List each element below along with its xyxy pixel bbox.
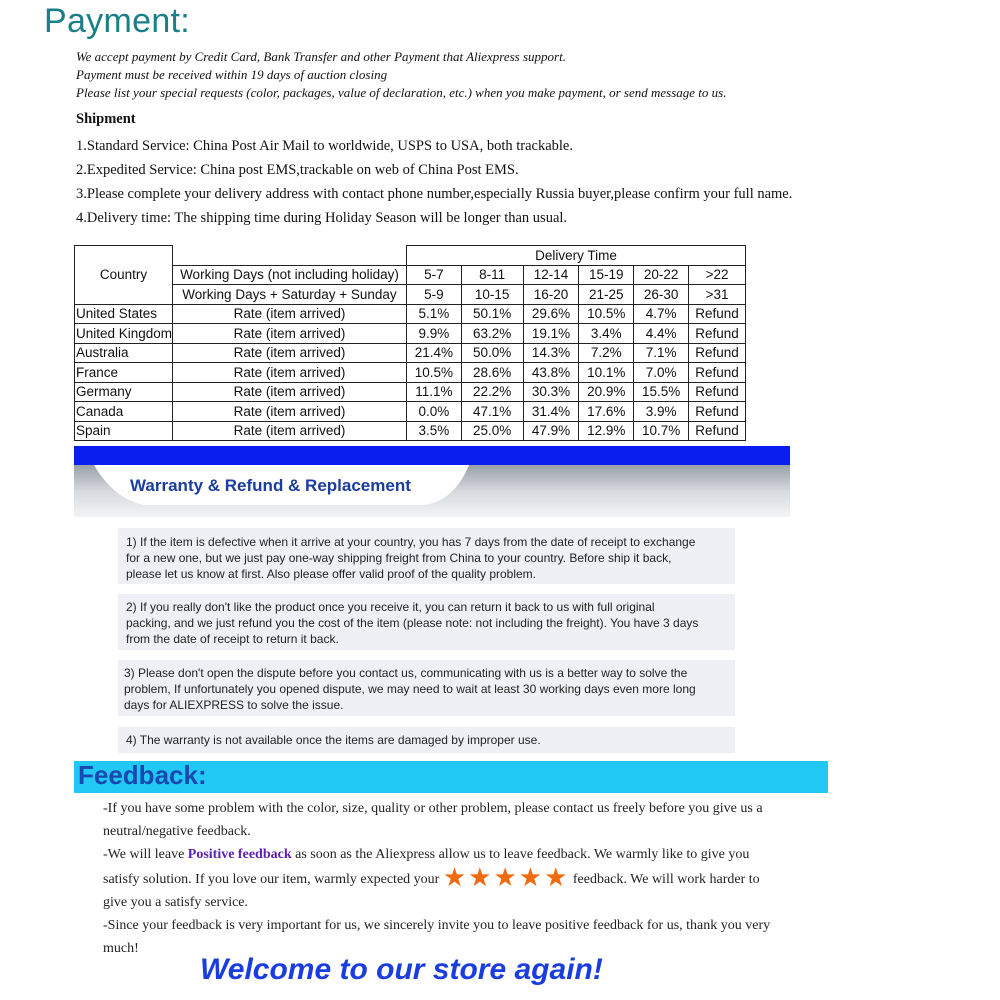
rate-value-cell: 50.0%	[461, 343, 523, 363]
range-cell: 8-11	[461, 265, 523, 285]
rate-value-cell: 21.4%	[406, 343, 461, 363]
rate-value-cell: 29.6%	[523, 304, 579, 324]
rate-value-cell: 10.5%	[579, 304, 634, 324]
rate-value-cell: 7.0%	[634, 363, 689, 383]
rate-value-cell: 4.7%	[634, 304, 689, 324]
star-rating-icons: ★★★★★	[442, 863, 570, 892]
country-cell: Australia	[75, 343, 173, 363]
shipment-line: 1.Standard Service: China Post Air Mail to worldwide, USPS to USA, both trackable.	[76, 138, 573, 154]
rate-value-cell: 22.2%	[461, 382, 523, 402]
shipment-line: 4.Delivery time: The shipping time during Holiday Season will be longer than usual.	[76, 210, 568, 226]
country-cell: United States	[75, 304, 173, 324]
rate-value-cell: 15.5%	[634, 382, 689, 402]
warranty-line: 4) The warranty is not available once the items are damaged by improper use.	[126, 733, 541, 747]
rate-label-cell: Rate (item arrived)	[173, 382, 407, 402]
rate-value-cell: 12.9%	[579, 421, 634, 441]
feedback-line: much!	[103, 941, 139, 956]
table-row	[75, 343, 746, 363]
warranty-line: from the date of receipt to return it back.	[126, 632, 339, 646]
table-row	[75, 304, 746, 324]
table-row	[75, 421, 746, 441]
payment-line: We accept payment by Credit Card, Bank Transfer and other Payment that Aliexpress support.	[76, 49, 566, 64]
rate-value-cell: Refund	[689, 324, 746, 344]
rate-value-cell: 63.2%	[461, 324, 523, 344]
feedback-text	[103, 797, 770, 960]
warranty-item-1	[118, 528, 735, 584]
delivery-time-table	[74, 245, 746, 441]
rate-value-cell: Refund	[689, 402, 746, 422]
payment-title: Payment:	[44, 2, 191, 40]
feedback-text-span: as soon as the Aliexpress allow us to leave feedback. We warmly like to give you	[291, 847, 750, 862]
rate-value-cell: 10.7%	[634, 421, 689, 441]
country-header: Country	[75, 246, 173, 305]
range-cell: 15-19	[579, 265, 634, 285]
range-cell: >31	[689, 285, 746, 305]
range-cell: 21-25	[579, 285, 634, 305]
rate-value-cell: 7.1%	[634, 343, 689, 363]
rate-value-cell: 5.1%	[406, 304, 461, 324]
rate-value-cell: 3.9%	[634, 402, 689, 422]
rate-value-cell: 0.0%	[406, 402, 461, 422]
range-cell: 5-9	[406, 285, 461, 305]
working-days-weekend-label: Working Days + Saturday + Sunday	[173, 285, 407, 305]
blank-header-cell	[173, 246, 407, 266]
delivery-time-header: Delivery Time	[406, 246, 745, 266]
shipment-list	[76, 134, 792, 230]
rate-label-cell: Rate (item arrived)	[173, 304, 407, 324]
shipment-heading: Shipment	[76, 111, 136, 127]
country-cell: Germany	[75, 382, 173, 402]
warranty-line: packing, and we just refund you the cost of the item (please note: not including the freight). You have 3 days	[126, 616, 699, 630]
shipment-line: 3.Please complete your delivery address with contact phone number,especially Russia buyer,please confirm your full name.	[76, 186, 793, 202]
rate-value-cell: 3.5%	[406, 421, 461, 441]
warranty-line: 2) If you really don't like the product once you receive it, you can return it back to us with full original	[126, 600, 655, 614]
rate-value-cell: 3.4%	[579, 324, 634, 344]
rate-label-cell: Rate (item arrived)	[173, 343, 407, 363]
rate-value-cell: Refund	[689, 304, 746, 324]
feedback-line	[103, 843, 770, 866]
range-cell: 20-22	[634, 265, 689, 285]
warranty-line: for a new one, but we just pay one-way shipping freight from China to your country. Before ship it back,	[126, 551, 672, 565]
shipment-line: 2.Expedited Service: China post EMS,trackable on web of China Post EMS.	[76, 162, 519, 178]
rate-value-cell: 28.6%	[461, 363, 523, 383]
rate-value-cell: 30.3%	[523, 382, 579, 402]
country-cell: Canada	[75, 402, 173, 422]
feedback-line: neutral/negative feedback.	[103, 824, 251, 839]
warranty-line: please let us know at first. Also please offer valid proof of the quality problem.	[126, 567, 537, 581]
rate-value-cell: 20.9%	[579, 382, 634, 402]
positive-feedback-highlight: Positive feedback	[187, 847, 292, 862]
country-cell: France	[75, 363, 173, 383]
feedback-text-span: -We will leave	[103, 847, 188, 862]
range-cell: 10-15	[461, 285, 523, 305]
feedback-title: Feedback:	[78, 760, 207, 790]
rate-value-cell: 9.9%	[406, 324, 461, 344]
feedback-line	[103, 863, 770, 892]
rate-value-cell: 43.8%	[523, 363, 579, 383]
rate-value-cell: 7.2%	[579, 343, 634, 363]
table-row	[75, 402, 746, 422]
warranty-item-4	[118, 727, 735, 753]
warranty-line: days for ALIEXPRESS to solve the issue.	[124, 698, 344, 712]
feedback-line: -Since your feedback is very important for us, we sincerely invite you to leave positive feedback for us, thank you very	[103, 918, 771, 933]
range-cell: 16-20	[523, 285, 579, 305]
warranty-line: problem, If unfortunately you opened dispute, we may need to wait at least 30 working days even more long	[124, 682, 696, 696]
table-row	[75, 324, 746, 344]
range-cell: 5-7	[406, 265, 461, 285]
rate-value-cell: 25.0%	[461, 421, 523, 441]
feedback-text-span: feedback. We will work harder to	[569, 872, 760, 887]
rate-value-cell: Refund	[689, 382, 746, 402]
warranty-title: Warranty & Refund & Replacement	[130, 476, 411, 495]
range-cell: >22	[689, 265, 746, 285]
rate-value-cell: 19.1%	[523, 324, 579, 344]
rate-value-cell: 14.3%	[523, 343, 579, 363]
rate-label-cell: Rate (item arrived)	[173, 421, 407, 441]
table-row	[75, 382, 746, 402]
range-cell: 12-14	[523, 265, 579, 285]
rate-value-cell: 10.5%	[406, 363, 461, 383]
warranty-item-3	[118, 660, 735, 716]
rate-value-cell: 47.9%	[523, 421, 579, 441]
rate-label-cell: Rate (item arrived)	[173, 324, 407, 344]
blue-divider-bar	[74, 446, 790, 465]
warranty-item-2	[118, 594, 735, 650]
rate-value-cell: 47.1%	[461, 402, 523, 422]
rate-value-cell: 17.6%	[579, 402, 634, 422]
rate-label-cell: Rate (item arrived)	[173, 402, 407, 422]
rate-value-cell: Refund	[689, 421, 746, 441]
working-days-label: Working Days (not including holiday)	[173, 265, 407, 285]
welcome-message: Welcome to our store again!	[200, 953, 603, 986]
feedback-line: -If you have some problem with the color, size, quality or other problem, please contact us freely before you give us a	[103, 801, 763, 816]
payment-line: Please list your special requests (color, packages, value of declaration, etc.) when you make payment, or send message to us.	[76, 85, 727, 100]
rate-value-cell: 50.1%	[461, 304, 523, 324]
rate-value-cell: Refund	[689, 343, 746, 363]
rate-value-cell: 4.4%	[634, 324, 689, 344]
country-cell: Spain	[75, 421, 173, 441]
rate-value-cell: 11.1%	[406, 382, 461, 402]
range-cell: 26-30	[634, 285, 689, 305]
warranty-line: 1) If the item is defective when it arrive at your country, you has 7 days from the date of receipt to exchange	[126, 535, 696, 549]
rate-label-cell: Rate (item arrived)	[173, 363, 407, 383]
rate-value-cell: 10.1%	[579, 363, 634, 383]
table-row	[75, 363, 746, 383]
feedback-line: give you a satisfy service.	[103, 895, 249, 910]
feedback-text-span: satisfy solution. If you love our item, warmly expected your	[103, 872, 443, 887]
rate-value-cell: Refund	[689, 363, 746, 383]
payment-text	[76, 48, 726, 102]
warranty-line: 3) Please don't open the dispute before you contact us, communicating with us is a better way to solve the	[124, 666, 688, 680]
rate-value-cell: 31.4%	[523, 402, 579, 422]
payment-line: Payment must be received within 19 days of auction closing	[76, 67, 388, 82]
country-cell: United Kingdom	[75, 324, 173, 344]
